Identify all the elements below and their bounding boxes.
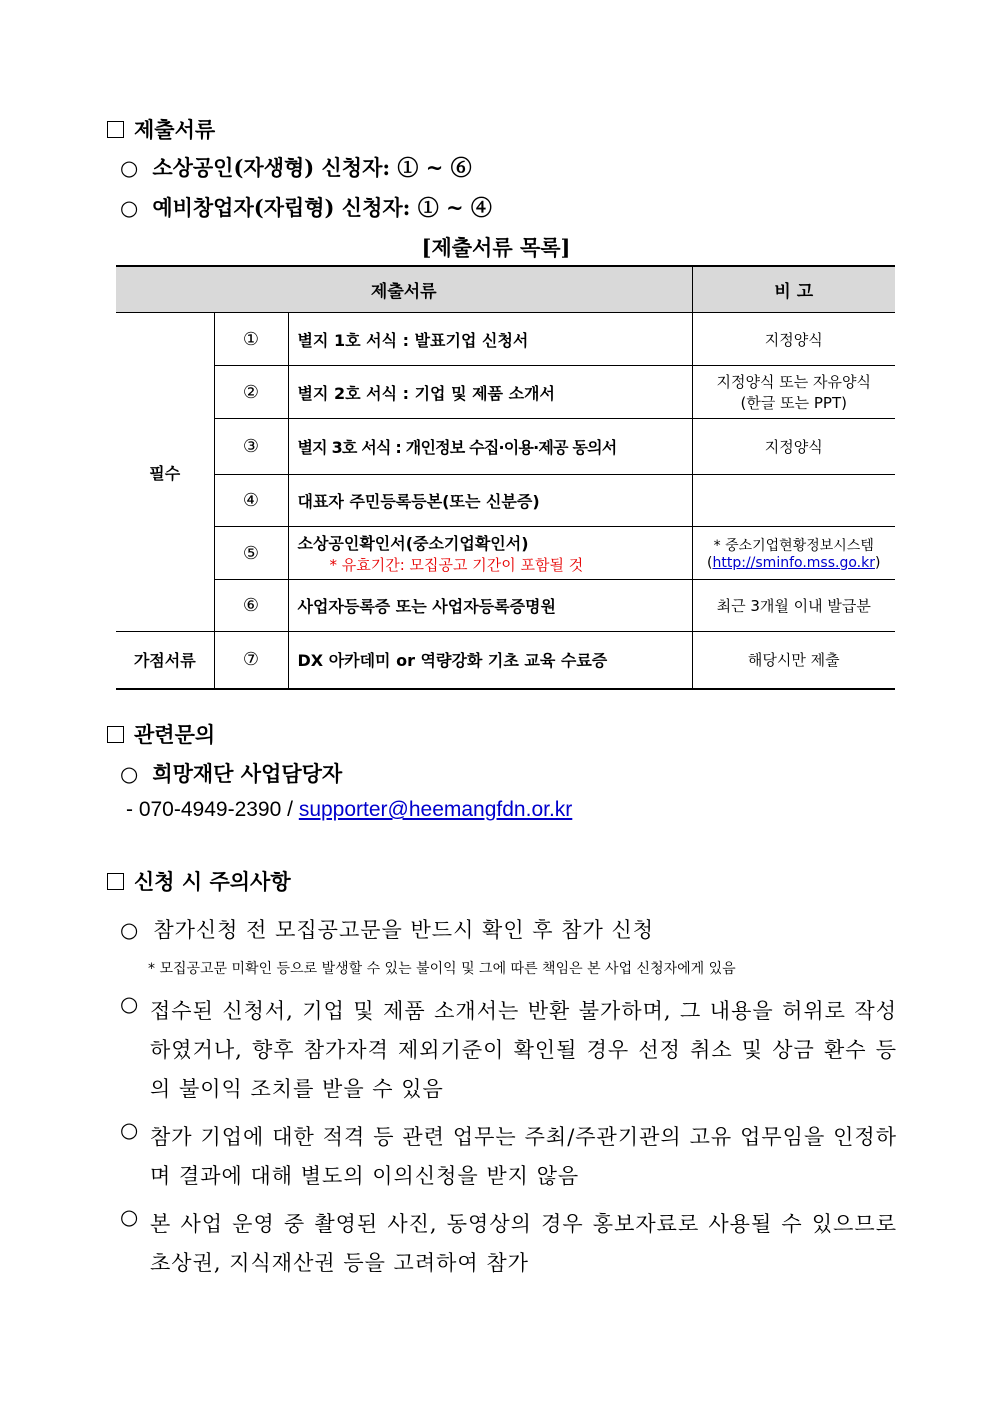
circle-bullet-icon: ○ [120,918,140,942]
row-number: ⑦ [214,632,288,689]
caution-item: 참가 기업에 대한 적격 등 관련 업무는 주최/주관기관의 고유 업무임을 인정하며 결과에 대해 별도의 이의신청을 받지 않음 [150,1125,897,1188]
circle-bullet-icon: ○ [120,196,139,220]
contact-email-link[interactable]: supporter@heemangfdn.or.kr [298,798,573,821]
row-document: 별지 2호 서식 : 기업 및 제품 소개서 [288,366,692,419]
section-contact-heading: 관련문의 [107,719,215,749]
circle-bullet-icon: ○ [120,156,139,180]
row-note: 지정양식 또는 자유양식 (한글 또는 PPT) [692,366,895,419]
checkbox-square-icon [107,873,124,890]
bullet-pre-startup: ○ 예비창업자(자립형) 신청자: ① ~ ④ [120,195,492,220]
table-row [116,475,895,527]
row-number: ② [214,366,288,419]
row-document: 별지 3호 서식 : 개인정보 수집·이용·제공 동의서 [288,419,692,475]
row-note: 지정양식 [692,419,895,475]
header-docs: 제출서류 [116,266,692,313]
caution-item: 본 사업 운영 중 촬영된 사진, 동영상의 경우 홍보자료로 사용될 수 있으므로 초상권, 지식재산권 등을 고려하여 참가 [150,1212,897,1275]
contact-org: ○ 희망재단 사업담당자 [120,761,343,786]
table-row [116,632,895,689]
circle-bullet-icon: ○ [120,1118,140,1142]
checkbox-square-icon [107,726,124,743]
row-document: 대표자 주민등록등본(또는 신분증) [288,475,692,527]
row-document: 별지 1호 서식 : 발표기업 신청서 [288,313,692,366]
caution-item: 접수된 신청서, 기업 및 제품 소개서는 반환 불가하며, 그 내용을 허위로 작성하였거나, 향후 참가자격 제외기준이 확인될 경우 선정 취소 및 상금 환수 등의 불이익 조치를 받을 수 있음 [150,999,897,1101]
checkbox-square-icon [107,121,124,138]
row-note [692,475,895,527]
row-number: ⑥ [214,580,288,632]
table-row [116,313,895,366]
documents-table [116,265,895,690]
table-caption: [제출서류 목록] [421,235,571,260]
contact-phone: - 070-4949-2390 / [126,798,293,821]
bonus-label: 가점서류 [116,632,214,689]
validity-note: * 유효기간: 모집공고 기간이 포함될 것 [329,556,584,574]
row-note: 최근 3개월 이내 발급분 [692,580,895,632]
header-note: 비 고 [692,266,895,313]
table-header-row [116,266,895,313]
caution-note: * 모집공고문 미확인 등으로 발생할 수 있는 불이익 및 그에 따른 책임은 본 사업 신청자에게 있음 [148,961,736,977]
circle-bullet-icon: ○ [120,1205,140,1229]
circle-bullet-icon: ○ [120,762,139,786]
table-row [116,580,895,632]
table-row [116,419,895,475]
row-number: ③ [214,419,288,475]
row-document: 사업자등록증 또는 사업자등록증명원 [288,580,692,632]
table-row [116,527,895,580]
contact-line [126,798,572,822]
row-number: ① [214,313,288,366]
bullet-small-business: ○ 소상공인(자생형) 신청자: ① ~ ⑥ [120,155,472,180]
section-docs-heading: 제출서류 [107,114,215,144]
sminfo-link[interactable]: http://sminfo.mss.go.kr [712,555,875,571]
required-label: 필수 [116,313,214,632]
row-document: DX 아카데미 or 역량강화 기초 교육 수료증 [288,632,692,689]
circle-bullet-icon: ○ [120,992,140,1016]
row-note: * 중소기업현황정보시스템 (http://sminfo.mss.go.kr) [692,527,895,580]
section-caution-heading: 신청 시 주의사항 [107,866,291,896]
row-number: ④ [214,475,288,527]
caution-item: ○ 참가신청 전 모집공고문을 반드시 확인 후 참가 신청 [120,918,655,942]
row-number: ⑤ [214,527,288,580]
table-row [116,366,895,419]
row-note: 지정양식 [692,313,895,366]
row-note: 해당시만 제출 [692,632,895,689]
row-document: 소상공인확인서(중소기업확인서) * 유효기간: 모집공고 기간이 포함될 것 [288,527,692,580]
